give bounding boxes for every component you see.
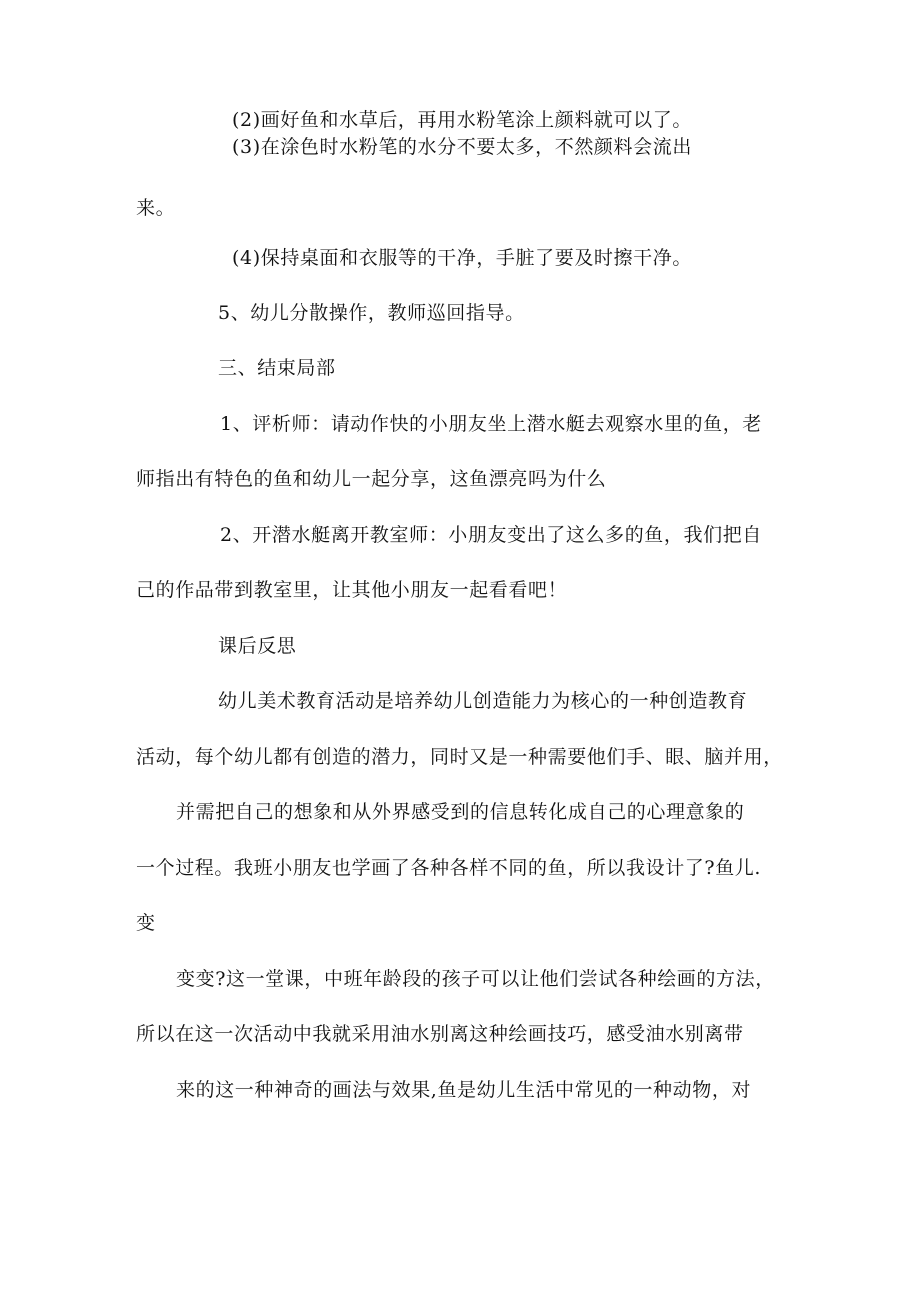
text-line: 活动，每个幼儿都有创造的潜力，同时又是一种需要他们手、眼、脑并用，: [136, 746, 783, 768]
text-line: 来。: [136, 197, 176, 219]
text-line: 2、开潜水艇离开教室师：小朋友变出了这么多的鱼，我们把自: [220, 524, 762, 546]
text-line: (3)在涂色时水粉笔的水分不要太多，不然颜料会流出: [232, 136, 692, 158]
text-line: 来的这一种神奇的画法与效果,鱼是幼儿生活中常见的一种动物，对: [176, 1079, 752, 1101]
text-line: 并需把自己的想象和从外界感受到的信息转化成自己的心理意象的: [176, 801, 745, 823]
section-heading: 课后反思: [218, 635, 297, 657]
text-line: 变: [136, 912, 156, 934]
text-line: 己的作品带到教室里，让其他小朋友一起看看吧！: [136, 579, 568, 601]
text-line: 所以在这一次活动中我就采用油水别离这种绘画技巧，感受油水别离带: [136, 1023, 744, 1045]
text-line: 幼儿美术教育活动是培养幼儿创造能力为核心的一种创造教育: [218, 690, 748, 712]
text-line: 5、幼儿分散操作，教师巡回指导。: [218, 302, 525, 324]
text-line: 变变?这一堂课，中班年龄段的孩子可以让他们尝试各种绘画的方法，: [176, 968, 775, 990]
text-line: 1、评析师：请动作快的小朋友坐上潜水艇去观察水里的鱼，老: [220, 413, 762, 435]
text-line: (4)保持桌面和衣服等的干净，手脏了要及时擦干净。: [232, 247, 692, 269]
section-heading: 三、结束局部: [218, 357, 336, 379]
text-line: 一个过程。我班小朋友也学画了各种各样不同的鱼，所以我设计了?鱼儿.: [136, 857, 762, 879]
text-line: 师指出有特色的鱼和幼儿一起分享，这鱼漂亮吗为什么: [136, 468, 607, 490]
text-line: (2)画好鱼和水草后，再用水粉笔涂上颜料就可以了。: [232, 109, 692, 131]
